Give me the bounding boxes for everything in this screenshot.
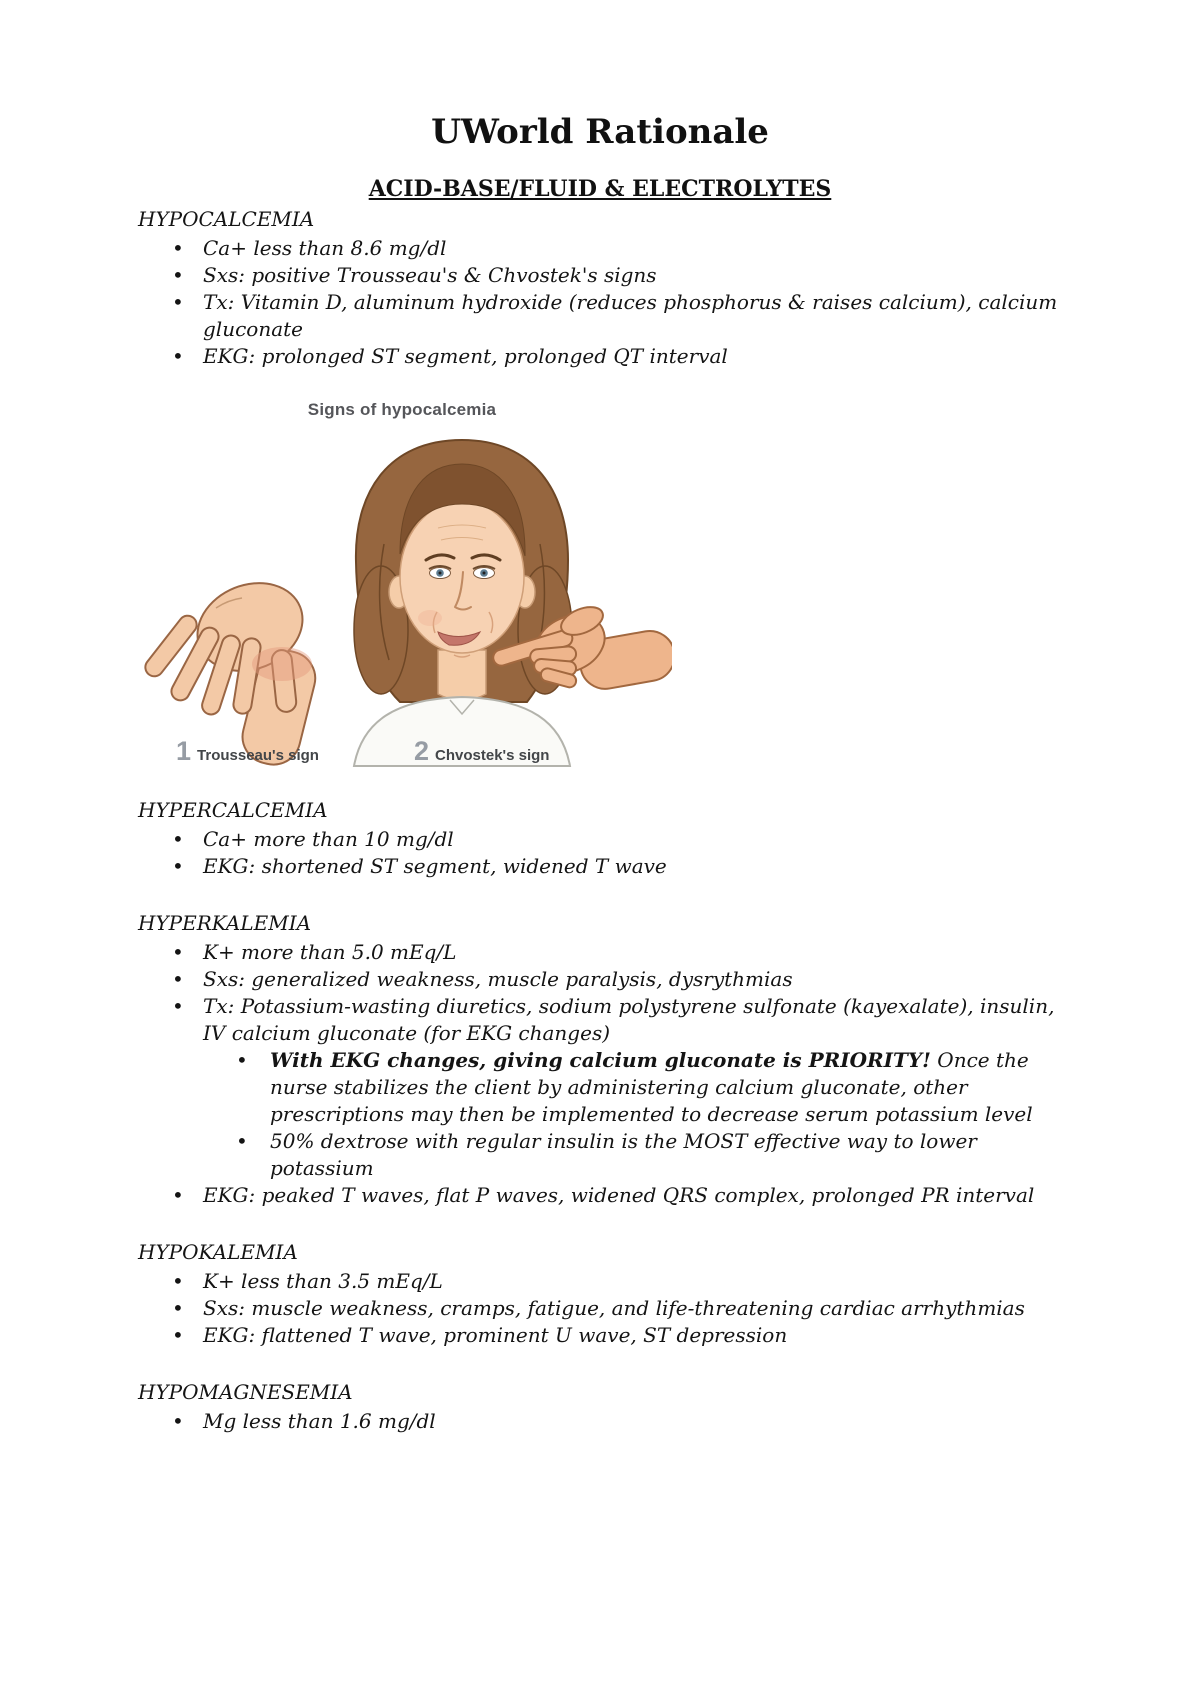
bullet-text-segment: Once the nurse stabilizes the client by administering calcium gluconate, other prescriptions may then be implemented to decrease serum potassium level bbox=[270, 1048, 1033, 1126]
bullet-item bbox=[203, 1128, 1062, 1182]
bullet-text: Sxs: positive Trousseau's & Chvostek's signs bbox=[203, 263, 657, 287]
bullet-item bbox=[138, 343, 1062, 370]
bullet-text: Sxs: muscle weakness, cramps, fatigue, and life-threatening cardiac arrhythmias bbox=[203, 1296, 1025, 1320]
bullet-item bbox=[138, 289, 1062, 343]
bullet-item bbox=[138, 853, 1062, 880]
figure-label-1-text: Trousseau's sign bbox=[197, 747, 319, 764]
woman-face-art bbox=[354, 440, 572, 766]
bullet-item bbox=[138, 1182, 1062, 1209]
figure-title: Signs of hypocalcemia bbox=[307, 400, 497, 419]
section-hypocalcemia bbox=[138, 206, 1062, 370]
bullet-text: EKG: flattened T wave, prominent U wave, ST depression bbox=[203, 1323, 788, 1347]
bullet-text: Tx: Potassium-wasting diuretics, sodium polystyrene sulfonate (kayexalate), insulin, IV calcium gluconate (for EKG changes) bbox=[203, 994, 1055, 1045]
bullet-text: EKG: peaked T waves, flat P waves, widened QRS complex, prolonged PR interval bbox=[203, 1183, 1035, 1207]
bullet-list bbox=[138, 235, 1062, 370]
section-heading: HYPOKALEMIA bbox=[138, 1240, 298, 1264]
bullet-item bbox=[138, 262, 1062, 289]
bullet-text: Mg less than 1.6 mg/dl bbox=[203, 1409, 436, 1433]
figure-label-chvostek bbox=[414, 738, 549, 765]
bullet-text: EKG: prolonged ST segment, prolonged QT interval bbox=[203, 344, 728, 368]
figure-label-2-number: 2 bbox=[414, 736, 430, 766]
figure-label-2-text: Chvostek's sign bbox=[435, 747, 550, 764]
bullet-text: Sxs: generalized weakness, muscle paralysis, dysrythmias bbox=[203, 967, 793, 991]
sections-before-figure bbox=[138, 206, 1062, 370]
section-hypercalcemia bbox=[138, 797, 1062, 880]
page-subtitle: ACID-BASE/FLUID & ELECTROLYTES bbox=[368, 176, 832, 202]
bullet-item bbox=[138, 993, 1062, 1182]
section-heading: HYPOMAGNESEMIA bbox=[138, 1380, 353, 1404]
bullet-text: K+ more than 5.0 mEq/L bbox=[203, 940, 457, 964]
page-title: UWorld Rationale bbox=[431, 112, 769, 152]
bullet-list bbox=[138, 1408, 1062, 1435]
bullet-item bbox=[138, 966, 1062, 993]
sections-after-figure bbox=[138, 797, 1062, 1435]
bullet-item bbox=[138, 235, 1062, 262]
bullet-item bbox=[203, 1047, 1062, 1128]
bullet-text-bold-segment: With EKG changes, giving calcium gluconate is PRIORITY! bbox=[270, 1048, 931, 1072]
bullet-text: K+ less than 3.5 mEq/L bbox=[203, 1269, 443, 1293]
bullet-item bbox=[138, 939, 1062, 966]
bullet-item bbox=[138, 1408, 1062, 1435]
bullet-text: EKG: shortened ST segment, widened T wave bbox=[203, 854, 667, 878]
bullet-text: Tx: Vitamin D, aluminum hydroxide (reduces phosphorus & raises calcium), calcium gluconate bbox=[203, 290, 1058, 341]
figure-label-1-number: 1 bbox=[176, 736, 192, 766]
bullet-list bbox=[138, 826, 1062, 880]
section-heading: HYPOCALCEMIA bbox=[138, 207, 315, 231]
bullet-list bbox=[138, 1268, 1062, 1349]
figure-label-trousseau bbox=[176, 738, 319, 765]
figure-artwork bbox=[132, 422, 672, 767]
bullet-text: Ca+ more than 10 mg/dl bbox=[203, 827, 454, 851]
section-hypomagnesemia bbox=[138, 1379, 1062, 1435]
section-hypokalemia bbox=[138, 1239, 1062, 1349]
section-heading: HYPERKALEMIA bbox=[138, 911, 312, 935]
section-hyperkalemia bbox=[138, 910, 1062, 1209]
bullet-item bbox=[138, 826, 1062, 853]
bullet-item bbox=[138, 1295, 1062, 1322]
bullet-item bbox=[138, 1322, 1062, 1349]
bullet-list bbox=[203, 1047, 1062, 1182]
bullet-text: Ca+ less than 8.6 mg/dl bbox=[203, 236, 447, 260]
hypocalcemia-figure bbox=[132, 400, 672, 767]
bullet-text bbox=[270, 1048, 1033, 1126]
bullet-item bbox=[138, 1268, 1062, 1295]
bullet-text: 50% dextrose with regular insulin is the MOST effective way to lower potassium bbox=[270, 1129, 977, 1180]
hypocalcemia-illustration bbox=[132, 422, 672, 767]
section-heading: HYPERCALCEMIA bbox=[138, 798, 328, 822]
bullet-list bbox=[138, 939, 1062, 1209]
